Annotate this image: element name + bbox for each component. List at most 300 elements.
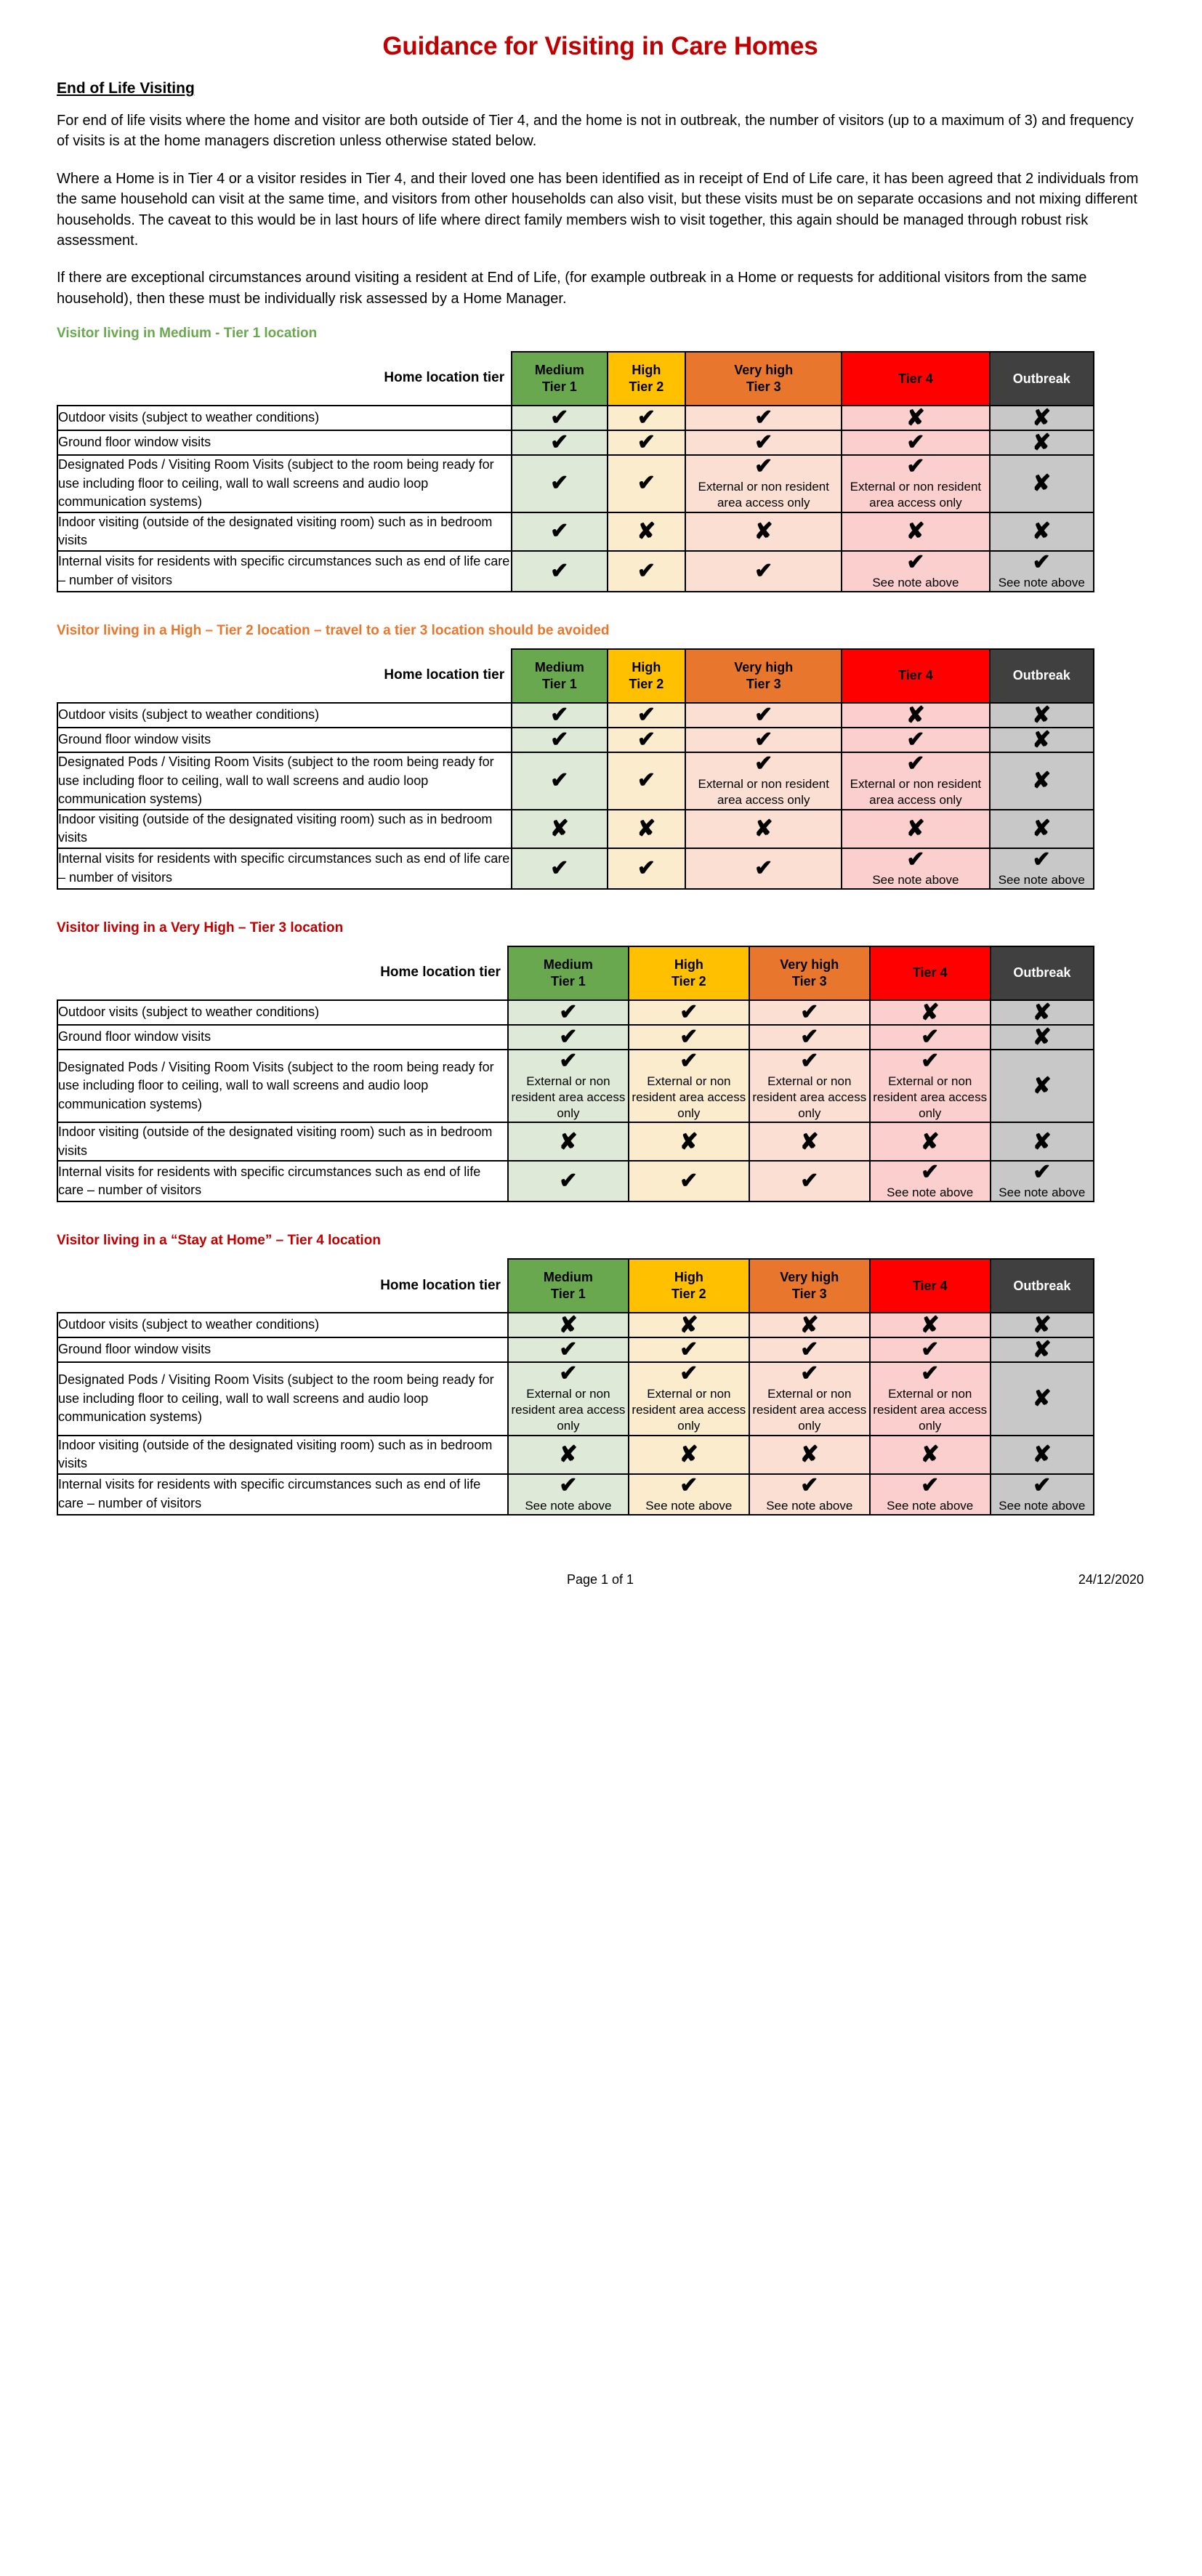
check-mark-icon [686,560,841,582]
check-mark-icon [686,704,841,726]
cell-note: External or non resident area access only [511,1074,626,1120]
column-header-tier-4 [870,946,991,1000]
check-mark-icon [608,560,685,582]
table-row [57,1161,1094,1202]
cell-note: External or non resident area access only [511,1387,626,1433]
home-location-tier-label: Home location tier [57,1259,508,1313]
column-header-line1: Very high [780,1270,839,1285]
home-location-tier-label: Home location tier [57,649,512,703]
cell-outdoor-3 [749,1000,870,1025]
check-mark-icon [686,432,841,454]
row-label-window: Ground floor window visits [57,728,512,752]
check-mark-icon [991,1162,1093,1183]
check-mark-icon [871,1026,990,1048]
check-mark-icon [512,472,606,494]
cell-outdoor-3 [685,406,842,430]
cell-window-1 [512,728,607,752]
cell-pods-4 [842,455,989,512]
cross-mark-icon [991,520,1094,543]
cell-note: External or non resident area access only [752,1074,867,1120]
cross-mark-icon [871,1313,990,1337]
column-header-line2: Tier 3 [746,379,781,395]
table-header-row [57,1259,1094,1313]
table-section-heading-2: Visitor living in a High – Tier 2 location – travel to a tier 3 location should be avoided [57,622,610,638]
cross-mark-icon [871,1443,990,1466]
column-header-very-high [749,946,870,1000]
row-label-indoor: Indoor visiting (outside of the designated visiting room) such as in bedroom visits [57,1436,508,1474]
check-mark-icon [686,729,841,751]
cell-pods-1 [508,1362,629,1435]
check-mark-icon [512,704,606,726]
table-row [57,1337,1094,1362]
table-row [57,1362,1094,1435]
check-mark-icon [750,1002,869,1023]
cell-window-4 [870,1337,991,1362]
cell-pods-3 [749,1050,870,1122]
cross-mark-icon [512,817,606,840]
cell-window-5 [991,1025,1094,1050]
cell-window-3 [685,430,842,455]
cross-mark-icon [750,1130,869,1154]
cell-indoor-3 [685,810,842,848]
cross-mark-icon [871,1130,990,1154]
column-header-tier-4 [842,649,989,703]
cell-note: See note above [999,1186,1086,1200]
column-header-line1: Very high [734,659,794,675]
check-mark-icon [991,849,1094,871]
section-subheading: End of Life Visiting [57,80,195,97]
cross-mark-icon [509,1130,628,1154]
row-label-outdoor: Outdoor visits (subject to weather conditions) [57,406,512,430]
cell-indoor-1 [508,1122,629,1161]
cross-mark-icon [991,1001,1093,1024]
cell-window-2 [608,728,686,752]
column-header-line2: Tier 1 [551,1287,586,1302]
row-label-outdoor: Outdoor visits (subject to weather conditions) [57,1000,508,1025]
check-mark-icon [509,1363,628,1385]
table-row [57,1313,1094,1337]
cell-internal-3 [685,551,842,592]
check-mark-icon [608,407,685,429]
check-mark-icon [686,753,841,775]
check-mark-icon [842,729,988,751]
cell-internal-3 [749,1161,870,1202]
cell-pods-3 [749,1362,870,1435]
table-header-row [57,352,1094,406]
check-mark-icon [512,729,606,751]
check-mark-icon [750,1050,869,1072]
cell-pods-4 [870,1050,991,1122]
column-header-high [629,946,749,1000]
cell-note: External or non resident area access only [873,1074,988,1120]
cell-note: External or non resident area access only [632,1074,746,1120]
cell-pods-5 [991,1050,1094,1122]
check-mark-icon [629,1339,749,1361]
cross-mark-icon [991,1387,1093,1410]
page-title: Guidance for Visiting in Care Homes [382,32,818,60]
cell-internal-5 [991,1161,1094,1202]
column-header-line2: Tier 3 [791,973,827,989]
row-label-pods: Designated Pods / Visiting Room Visits (subject to the room being ready for use including floor to ceiling, wall to wall screens and audio loop communication systems) [57,1362,508,1435]
cell-pods-5 [990,752,1094,810]
table-header-row [57,946,1094,1000]
check-mark-icon [686,407,841,429]
check-mark-icon [629,1050,749,1072]
row-label-window: Ground floor window visits [57,430,512,455]
cell-pods-4 [842,752,989,810]
table-row [57,512,1094,551]
column-header-line1: Medium [543,1270,593,1285]
cross-mark-icon [842,520,988,543]
cross-mark-icon [991,406,1094,430]
column-header-line1: Tier 4 [898,371,933,386]
cell-note: See note above [525,1498,612,1513]
column-header-outbreak [991,946,1094,1000]
column-header-line2: Tier 2 [629,676,664,691]
cell-pods-3 [685,455,842,512]
table-row [57,1122,1094,1161]
cell-internal-2 [629,1474,749,1515]
cell-pods-5 [991,1362,1094,1435]
cell-window-2 [608,430,686,455]
column-header-line1: Medium [543,957,593,972]
cell-window-1 [508,1337,629,1362]
cell-window-5 [990,430,1094,455]
column-header-line1: Very high [780,957,839,972]
cell-internal-3 [749,1474,870,1515]
table-row [57,1025,1094,1050]
cell-indoor-1 [512,512,607,551]
cell-note: See note above [887,1186,974,1200]
check-mark-icon [842,432,988,454]
check-mark-icon [871,1363,990,1385]
column-header-line1: Tier 4 [912,965,948,981]
table-spacer [57,1516,1144,1546]
check-mark-icon [509,1475,628,1497]
cell-outdoor-2 [608,703,686,728]
cell-internal-1 [508,1474,629,1515]
cross-mark-icon [842,406,988,430]
cross-mark-icon [871,1001,990,1024]
cross-mark-icon [608,817,685,840]
check-mark-icon [509,1026,628,1048]
cell-note: See note above [872,575,959,589]
visiting-guidance-table-3 [57,946,1094,1202]
cross-mark-icon [509,1313,628,1337]
cell-internal-3 [685,848,842,889]
cell-note: See note above [887,1498,974,1513]
table-spacer [57,1202,1144,1233]
cell-indoor-4 [842,512,989,551]
column-header-outbreak [991,1259,1094,1313]
table-row [57,1050,1094,1122]
cell-outdoor-4 [842,406,989,430]
column-header-line1: Very high [734,363,794,378]
cross-mark-icon [991,472,1094,495]
table-row [57,406,1094,430]
check-mark-icon [629,1002,749,1023]
cell-internal-4 [842,551,989,592]
cell-note: External or non resident area access only [873,1387,988,1433]
cell-window-4 [842,430,989,455]
column-header-medium [508,1259,629,1313]
check-mark-icon [512,520,606,542]
cell-indoor-1 [512,810,607,848]
column-header-line2: Tier 1 [542,676,577,691]
row-label-internal: Internal visits for residents with specific circumstances such as end of life care – number of visitors [57,848,512,889]
cell-outdoor-2 [629,1313,749,1337]
cross-mark-icon [509,1443,628,1466]
check-mark-icon [629,1363,749,1385]
cross-mark-icon [991,1443,1093,1466]
table-section-heading-3: Visitor living in a Very High – Tier 3 location [57,919,344,935]
row-label-outdoor: Outdoor visits (subject to weather conditions) [57,703,512,728]
row-label-internal: Internal visits for residents with specific circumstances such as end of life care – number of visitors [57,1474,508,1515]
page-number: Page 1 of 1 [566,1571,634,1587]
check-mark-icon [750,1339,869,1361]
guidance-tables [57,326,1144,1546]
cross-mark-icon [991,1313,1093,1337]
row-label-outdoor: Outdoor visits (subject to weather conditions) [57,1313,508,1337]
cell-outdoor-5 [991,1000,1094,1025]
check-mark-icon [512,560,606,582]
cross-mark-icon [991,1130,1093,1154]
column-header-line1: Outbreak [1013,1278,1071,1293]
cross-mark-icon [686,817,841,840]
table-spacer [57,592,1144,623]
column-header-line2: Tier 3 [791,1287,827,1302]
cell-indoor-5 [991,1436,1094,1474]
check-mark-icon [842,753,988,775]
cross-mark-icon [629,1443,749,1466]
cell-internal-5 [991,1474,1094,1515]
check-mark-icon [608,472,685,494]
cross-mark-icon [991,1074,1093,1098]
row-label-window: Ground floor window visits [57,1337,508,1362]
cell-note: External or non resident area access only [850,480,982,510]
cell-indoor-5 [990,512,1094,551]
cell-pods-5 [990,455,1094,512]
table-section-heading-4: Visitor living in a “Stay at Home” – Tier 4 location [57,1233,381,1249]
table-row [57,1000,1094,1025]
check-mark-icon [509,1339,628,1361]
column-header-medium [508,946,629,1000]
document-date: 24/12/2020 [1078,1571,1144,1587]
cell-note: See note above [872,872,959,887]
table-row [57,551,1094,592]
cell-internal-4 [842,848,989,889]
cell-pods-2 [608,455,686,512]
column-header-tier-4 [870,1259,991,1313]
table-row [57,752,1094,810]
column-header-line1: Outbreak [1012,371,1070,386]
row-label-indoor: Indoor visiting (outside of the designated visiting room) such as in bedroom visits [57,810,512,848]
row-label-window: Ground floor window visits [57,1025,508,1050]
table-row [57,455,1094,512]
cell-window-5 [991,1337,1094,1362]
column-header-line1: Tier 4 [898,668,933,683]
table-row [57,810,1094,848]
intro-paragraph-2: Where a Home is in Tier 4 or a visitor resides in Tier 4, and their loved one has been identified as in receipt of End of Life care, it has been agreed that 2 individuals from the same household can visit at the same time, and visitors from other households can also visit, but these visits must be on separate occasions and not mixing different households. The caveat to this would be in last hours of life where direct family members wish to visit together, this again should be managed through robust risk assessment. [57,170,1139,249]
cell-indoor-3 [749,1122,870,1161]
check-mark-icon [750,1170,869,1192]
cell-indoor-4 [870,1436,991,1474]
column-header-very-high [685,352,842,406]
check-mark-icon [750,1363,869,1385]
check-mark-icon [686,456,841,478]
cell-internal-2 [608,848,686,889]
visiting-guidance-table-4 [57,1258,1094,1515]
cell-outdoor-3 [685,703,842,728]
cell-outdoor-4 [870,1000,991,1025]
cross-mark-icon [991,817,1094,840]
cell-window-3 [685,728,842,752]
cross-mark-icon [991,431,1094,454]
column-header-line1: Outbreak [1013,965,1071,981]
cross-mark-icon [991,1338,1093,1361]
check-mark-icon [842,849,988,871]
row-label-pods: Designated Pods / Visiting Room Visits (subject to the room being ready for use including floor to ceiling, wall to wall screens and audio loop communication systems) [57,455,512,512]
cell-internal-1 [512,848,607,889]
row-label-internal: Internal visits for residents with specific circumstances such as end of life care – number of visitors [57,1161,508,1202]
row-label-indoor: Indoor visiting (outside of the designated visiting room) such as in bedroom visits [57,1122,508,1161]
cell-pods-1 [508,1050,629,1122]
cross-mark-icon [991,769,1094,792]
cell-outdoor-1 [512,703,607,728]
cell-indoor-2 [629,1122,749,1161]
cell-pods-2 [629,1362,749,1435]
visiting-guidance-table-1 [57,351,1094,592]
check-mark-icon [512,770,606,792]
home-location-tier-label: Home location tier [57,352,512,406]
check-mark-icon [871,1050,990,1072]
column-header-high [629,1259,749,1313]
table-section-heading-1: Visitor living in Medium - Tier 1 location [57,326,318,342]
cell-outdoor-1 [508,1313,629,1337]
column-header-line1: High [632,659,661,675]
column-header-outbreak [990,649,1094,703]
cell-pods-1 [512,752,607,810]
check-mark-icon [608,729,685,751]
table-row [57,848,1094,889]
cell-indoor-4 [842,810,989,848]
column-header-very-high [685,649,842,703]
cell-internal-2 [629,1161,749,1202]
check-mark-icon [871,1475,990,1497]
cell-pods-2 [629,1050,749,1122]
column-header-medium [512,352,607,406]
check-mark-icon [750,1475,869,1497]
cell-outdoor-5 [991,1313,1094,1337]
cell-window-3 [749,1337,870,1362]
cell-outdoor-1 [508,1000,629,1025]
cell-note: See note above [998,872,1085,887]
check-mark-icon [842,456,988,478]
cell-pods-3 [685,752,842,810]
cell-outdoor-5 [990,406,1094,430]
check-mark-icon [871,1339,990,1361]
cell-internal-2 [608,551,686,592]
check-mark-icon [629,1170,749,1192]
column-header-line2: Tier 1 [542,379,577,395]
check-mark-icon [512,432,606,454]
cell-internal-5 [990,848,1094,889]
check-mark-icon [512,407,606,429]
row-label-pods: Designated Pods / Visiting Room Visits (subject to the room being ready for use including floor to ceiling, wall to wall screens and audio loop communication systems) [57,1050,508,1122]
cell-window-2 [629,1337,749,1362]
check-mark-icon [608,858,685,880]
cell-window-4 [870,1025,991,1050]
cell-indoor-3 [685,512,842,551]
table-spacer [57,890,1144,920]
cell-pods-1 [512,455,607,512]
cross-mark-icon [629,1313,749,1337]
cell-indoor-2 [629,1436,749,1474]
cell-note: See note above [766,1498,853,1513]
cell-indoor-4 [870,1122,991,1161]
column-header-very-high [749,1259,870,1313]
column-header-outbreak [990,352,1094,406]
table-row [57,430,1094,455]
column-header-line1: Medium [534,363,584,378]
cross-mark-icon [629,1130,749,1154]
cross-mark-icon [686,520,841,543]
cell-note: External or non resident area access only [698,777,829,808]
cell-note: See note above [998,575,1085,589]
cell-internal-1 [508,1161,629,1202]
cross-mark-icon [991,704,1094,727]
cell-outdoor-2 [608,406,686,430]
check-mark-icon [608,770,685,792]
cell-internal-4 [870,1474,991,1515]
column-header-line2: Tier 2 [671,973,706,989]
check-mark-icon [629,1475,749,1497]
cell-window-1 [508,1025,629,1050]
row-label-internal: Internal visits for residents with specific circumstances such as end of life care – number of visitors [57,551,512,592]
column-header-line1: Outbreak [1012,668,1070,683]
column-header-medium [512,649,607,703]
check-mark-icon [509,1002,628,1023]
table-row [57,728,1094,752]
intro-paragraph-1: For end of life visits where the home and visitor are both outside of Tier 4, and the home is not in outbreak, the number of visitors (up to a maximum of 3) and frequency of visits is at the home managers discretion unless otherwise stated below. [57,113,1134,150]
column-header-line2: Tier 2 [671,1287,706,1302]
column-header-high [608,352,686,406]
cross-mark-icon [991,1026,1093,1049]
cell-indoor-5 [991,1122,1094,1161]
cross-mark-icon [750,1313,869,1337]
cell-indoor-2 [608,512,686,551]
cell-outdoor-4 [870,1313,991,1337]
check-mark-icon [750,1026,869,1048]
column-header-tier-4 [842,352,989,406]
check-mark-icon [991,552,1094,573]
cell-pods-4 [870,1362,991,1435]
cell-outdoor-4 [842,703,989,728]
row-label-pods: Designated Pods / Visiting Room Visits (subject to the room being ready for use including floor to ceiling, wall to wall screens and audio loop communication systems) [57,752,512,810]
table-row [57,1474,1094,1515]
visiting-guidance-table-2 [57,648,1094,890]
row-label-indoor: Indoor visiting (outside of the designated visiting room) such as in bedroom visits [57,512,512,551]
cell-window-2 [629,1025,749,1050]
cell-indoor-1 [508,1436,629,1474]
home-location-tier-label: Home location tier [57,946,508,1000]
cell-note: External or non resident area access only [752,1387,867,1433]
check-mark-icon [509,1050,628,1072]
cell-indoor-3 [749,1436,870,1474]
check-mark-icon [991,1475,1093,1497]
column-header-line2: Tier 1 [551,973,586,989]
check-mark-icon [871,1162,990,1183]
